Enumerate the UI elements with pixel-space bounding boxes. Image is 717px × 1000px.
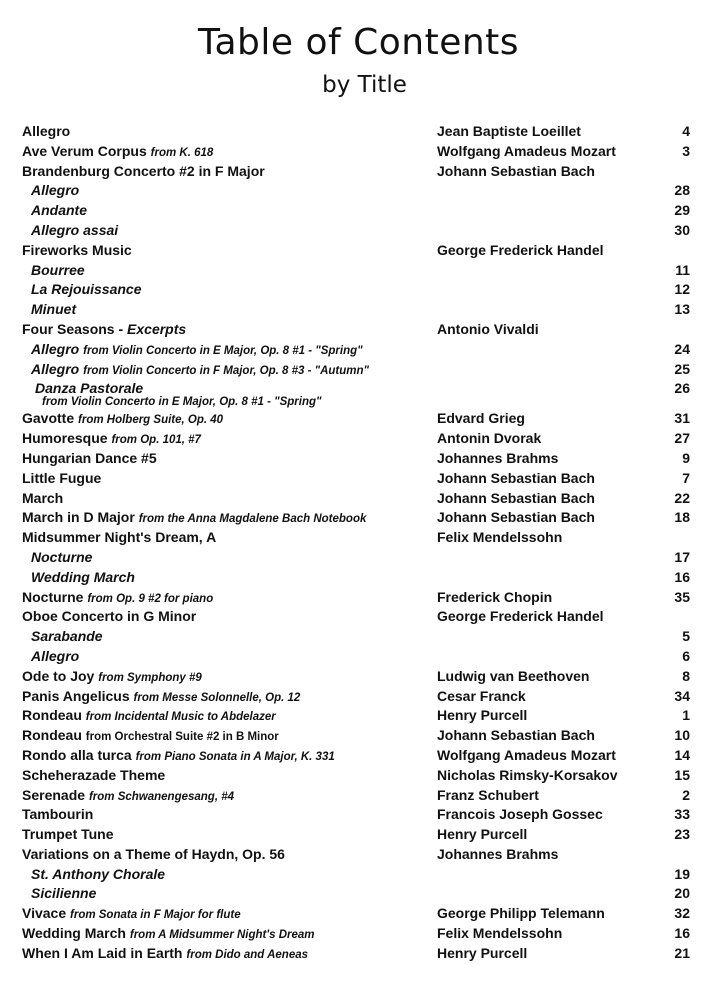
toc-entry	[22, 884, 694, 904]
toc-entry	[22, 588, 694, 608]
entry-title-text: St. Anthony Chorale	[31, 865, 166, 882]
entry-title	[22, 142, 213, 164]
toc-entry	[22, 241, 694, 261]
entry-title-text: Danza Pastorale	[35, 380, 144, 397]
entry-title	[22, 845, 285, 865]
toc-entry	[22, 746, 694, 766]
toc-entry	[22, 647, 694, 667]
entry-page-number: 3	[682, 142, 690, 159]
toc-entry	[22, 181, 694, 201]
entry-title-text: Allegro	[31, 647, 80, 664]
entry-title	[22, 687, 300, 709]
entry-title	[31, 201, 87, 221]
toc-entry	[22, 162, 694, 182]
entry-page-number: 7	[682, 469, 690, 486]
entry-composer: Johann Sebastian Bach	[437, 469, 595, 486]
entry-page-number: 11	[675, 261, 690, 278]
entry-title-text: Wedding March	[22, 925, 126, 942]
entry-title	[31, 647, 79, 667]
entry-page-number: 20	[674, 885, 690, 902]
entry-title-text: Nocturne	[22, 588, 84, 605]
entry-composer: Jean Baptiste Loeillet	[437, 123, 581, 139]
entry-page-number: 28	[674, 182, 690, 199]
entry-composer: George Philipp Telemann	[437, 905, 605, 922]
entry-title	[31, 548, 92, 568]
entry-title	[31, 568, 135, 588]
toc-entry	[22, 261, 694, 281]
entry-title	[31, 627, 103, 647]
toc-entry	[22, 300, 694, 320]
entry-title-text: Brandenburg Concerto #2 in F Major	[22, 162, 265, 179]
entry-composer: Henry Purcell	[437, 944, 528, 961]
entry-title-text: Wedding March	[31, 568, 135, 585]
entry-page-number: 18	[674, 509, 690, 526]
toc-entry	[22, 528, 694, 548]
entry-composer: Felix Mendelssohn	[437, 529, 563, 546]
entry-page-number: 33	[674, 806, 690, 823]
entry-title-text: March	[22, 489, 64, 506]
entry-composer: Johann Sebastian Bach	[437, 162, 595, 179]
toc-entry	[22, 122, 694, 142]
entry-page-number: 5	[682, 628, 690, 645]
entry-title	[31, 884, 96, 904]
toc-entry	[22, 469, 694, 489]
entry-title-text: Oboe Concerto in G Minor	[22, 608, 197, 625]
entry-composer: Henry Purcell	[437, 707, 528, 724]
entry-title	[22, 449, 157, 469]
entry-qualifier: from Sonata in F Major for flute	[70, 909, 241, 922]
entry-title	[22, 944, 308, 966]
entry-title	[31, 340, 363, 362]
entry-page-number: 15	[674, 766, 690, 783]
entry-qualifier: from Incidental Music to Abdelazer	[85, 711, 276, 724]
entry-title	[22, 924, 315, 946]
toc-list	[22, 122, 694, 964]
entry-title-text: Allegro	[31, 182, 80, 199]
toc-entry	[22, 360, 694, 380]
toc-entry	[22, 607, 694, 627]
entry-title-text: Trumpet Tune	[22, 826, 114, 843]
entry-title-text: Little Fugue	[22, 469, 102, 486]
entry-composer: Franz Schubert	[437, 786, 539, 803]
entry-title-text: Gavotte	[22, 410, 75, 427]
toc-entry	[22, 280, 694, 300]
entry-composer: Johann Sebastian Bach	[437, 727, 595, 744]
entry-page-number: 6	[682, 647, 690, 664]
toc-entry	[22, 726, 694, 746]
toc-entry	[22, 409, 694, 429]
entry-title-text: Tambourin	[22, 806, 94, 823]
entry-title	[22, 607, 196, 627]
entry-title	[22, 508, 366, 530]
entry-title-text: Rondeau	[22, 727, 82, 744]
toc-entry	[22, 706, 694, 726]
entry-title-text: Fireworks Music	[22, 241, 132, 258]
entry-title-text: Allegro	[31, 360, 80, 377]
entry-page-number: 13	[674, 301, 690, 318]
entry-page-number: 9	[682, 449, 690, 466]
entry-page-number: 24	[674, 340, 690, 357]
toc-entry	[22, 489, 694, 509]
entry-title-text: Minuet	[31, 301, 77, 318]
toc-entry	[22, 924, 694, 944]
entry-page-number: 25	[674, 360, 690, 377]
entry-page-number: 30	[674, 221, 690, 238]
entry-title	[22, 162, 265, 182]
entry-page-number: 27	[674, 430, 690, 447]
entry-title	[22, 706, 276, 728]
entry-title	[31, 280, 142, 300]
entry-composer: Wolfgang Amadeus Mozart	[437, 142, 616, 159]
entry-composer: Francois Joseph Gossec	[437, 806, 603, 823]
entry-title	[22, 241, 132, 261]
entry-title-text: Ave Verum Corpus	[22, 142, 147, 159]
entry-title-text: Humoresque	[22, 430, 108, 447]
entry-title-text: Panis Angelicus	[22, 687, 130, 704]
page-title: Table of Contents	[197, 22, 520, 63]
toc-entry	[22, 379, 694, 409]
entry-qualifier: from the Anna Magdalene Bach Notebook	[138, 513, 367, 526]
entry-qualifier: from Violin Concerto in F Major, Op. 8 #3 - "Autumn"	[83, 364, 369, 377]
entry-composer: Ludwig van Beethoven	[437, 667, 590, 684]
entry-composer: Edvard Grieg	[437, 410, 525, 427]
entry-title	[31, 865, 165, 885]
entry-composer: Johannes Brahms	[437, 449, 559, 466]
entry-title-text: La Rejouissance	[31, 281, 142, 298]
toc-entry	[22, 667, 694, 687]
entry-page-number: 17	[674, 548, 690, 565]
entry-title	[22, 766, 165, 786]
entry-title	[22, 786, 234, 808]
entry-title-text: Scheherazade Theme	[22, 766, 166, 783]
toc-entry	[22, 142, 694, 162]
entry-page-number: 23	[674, 826, 690, 843]
entry-qualifier: from Schwanengesang, #4	[88, 790, 235, 803]
entry-title	[22, 588, 213, 610]
entry-title-text: Andante	[31, 202, 87, 219]
entry-page-number: 31	[674, 410, 690, 427]
entry-qualifier: from Messe Solonnelle, Op. 12	[133, 691, 301, 704]
toc-entry	[22, 805, 694, 825]
entry-page-number: 14	[674, 746, 690, 763]
entry-qualifier: from Violin Concerto in E Major, Op. 8 #1 - "Spring"	[83, 344, 363, 357]
entry-title-text: Rondo alla turca	[22, 746, 132, 763]
entry-title	[22, 489, 63, 509]
entry-composer: Johannes Brahms	[437, 845, 559, 862]
toc-entry	[22, 865, 694, 885]
entry-composer: Johann Sebastian Bach	[437, 509, 595, 526]
entry-title	[22, 528, 216, 548]
entry-composer: Henry Purcell	[437, 826, 528, 843]
entry-title-text: Allegro assai	[31, 221, 119, 238]
entry-title	[22, 904, 241, 926]
toc-entry	[22, 508, 694, 528]
entry-qualifier: from Piano Sonata in A Major, K. 331	[135, 750, 335, 763]
entry-qualifier: from Holberg Suite, Op. 40	[78, 414, 224, 427]
entry-page-number: 12	[674, 281, 690, 298]
entry-title-text: Rondeau	[22, 707, 82, 724]
entry-page-number: 21	[674, 944, 690, 961]
entry-title	[31, 261, 85, 281]
entry-composer: Nicholas Rimsky-Korsakov	[437, 766, 618, 783]
entry-page-number: 22	[674, 489, 690, 506]
entry-qualifier: from K. 618	[150, 146, 214, 159]
entry-qualifier: from Violin Concerto in E Major, Op. 8 #1 - "Spring"	[42, 396, 322, 409]
entry-title	[22, 429, 201, 451]
entry-qualifier: from A Midsummer Night's Dream	[129, 929, 315, 942]
toc-entry	[22, 845, 694, 865]
entry-title-text: Four Seasons -	[22, 320, 128, 337]
toc-entry	[22, 548, 694, 568]
toc-entry	[22, 904, 694, 924]
entry-title-text: Sarabande	[31, 628, 103, 645]
entry-title-text: Nocturne	[31, 548, 93, 565]
entry-composer: Antonin Dvorak	[437, 430, 542, 447]
entry-title	[22, 746, 335, 768]
entry-title-text: Hungarian Dance #5	[22, 449, 157, 466]
entry-page-number: 10	[674, 727, 690, 744]
toc-entry	[22, 944, 694, 964]
toc-entry	[22, 825, 694, 845]
entry-page-number: 32	[674, 905, 690, 922]
entry-page-number: 26	[674, 380, 690, 397]
entry-page-number: 19	[674, 865, 690, 882]
toc-entry	[22, 340, 694, 360]
entry-page-number: 8	[682, 667, 690, 684]
entry-title-text: Allegro	[22, 123, 71, 139]
entry-page-number: 4	[682, 123, 690, 139]
entry-title-text: Bourree	[31, 261, 85, 278]
entry-qualifier: from Dido and Aeneas	[186, 948, 309, 961]
entry-title-text: Midsummer Night's Dream, A	[22, 529, 217, 546]
entry-page-number: 35	[674, 588, 690, 605]
entry-title	[22, 122, 70, 142]
toc-entry	[22, 221, 694, 241]
entry-composer: Cesar Franck	[437, 687, 526, 704]
toc-entry	[22, 627, 694, 647]
toc-entry	[22, 766, 694, 786]
entry-title	[31, 181, 79, 201]
entry-title	[31, 360, 369, 382]
entry-title	[22, 409, 223, 431]
toc-entry	[22, 687, 694, 707]
entry-page-number: 2	[682, 786, 690, 803]
page-subtitle: by Title	[322, 72, 407, 98]
entry-page-number: 34	[674, 687, 690, 704]
entry-title-text: Allegro	[31, 340, 80, 357]
toc-entry	[22, 201, 694, 221]
entry-qualifier: from Op. 101, #7	[111, 434, 201, 447]
entry-composer: Johann Sebastian Bach	[437, 489, 595, 506]
entry-title	[31, 300, 76, 320]
entry-title	[22, 320, 186, 340]
entry-page-number: 29	[674, 202, 690, 219]
entry-qualifier: from Orchestral Suite #2 in B Minor	[85, 731, 279, 744]
toc-entry	[22, 568, 694, 588]
entry-title-text: Variations on a Theme of Haydn, Op. 56	[22, 845, 285, 862]
entry-composer: George Frederick Handel	[437, 241, 604, 258]
entry-title	[22, 726, 279, 748]
entry-title-text: Vivace	[22, 905, 67, 922]
entry-page-number: 16	[674, 925, 690, 942]
entry-title	[22, 469, 101, 489]
entry-title	[22, 805, 93, 825]
entry-page-number: 1	[682, 707, 690, 724]
entry-title-text: Ode to Joy	[22, 667, 95, 684]
toc-entry	[22, 786, 694, 806]
toc-entry	[22, 320, 694, 340]
entry-qualifier: from Op. 9 #2 for piano	[87, 592, 214, 605]
entry-composer: Frederick Chopin	[437, 588, 553, 605]
entry-title	[22, 825, 114, 845]
entry-title-text: When I Am Laid in Earth	[22, 944, 183, 961]
entry-composer: George Frederick Handel	[437, 608, 604, 625]
entry-composer: Felix Mendelssohn	[437, 925, 563, 942]
toc-entry	[22, 429, 694, 449]
entry-title-text: March in D Major	[22, 509, 135, 526]
entry-page-number: 16	[674, 568, 690, 585]
entry-title	[31, 221, 118, 241]
entry-title-italic: Excerpts	[127, 320, 187, 337]
entry-title-text: Sicilienne	[31, 885, 97, 902]
entry-composer: Antonio Vivaldi	[437, 320, 539, 337]
entry-title	[22, 667, 202, 689]
entry-composer: Wolfgang Amadeus Mozart	[437, 746, 616, 763]
entry-qualifier: from Symphony #9	[98, 671, 202, 684]
entry-title-text: Serenade	[22, 786, 86, 803]
toc-entry	[22, 449, 694, 469]
